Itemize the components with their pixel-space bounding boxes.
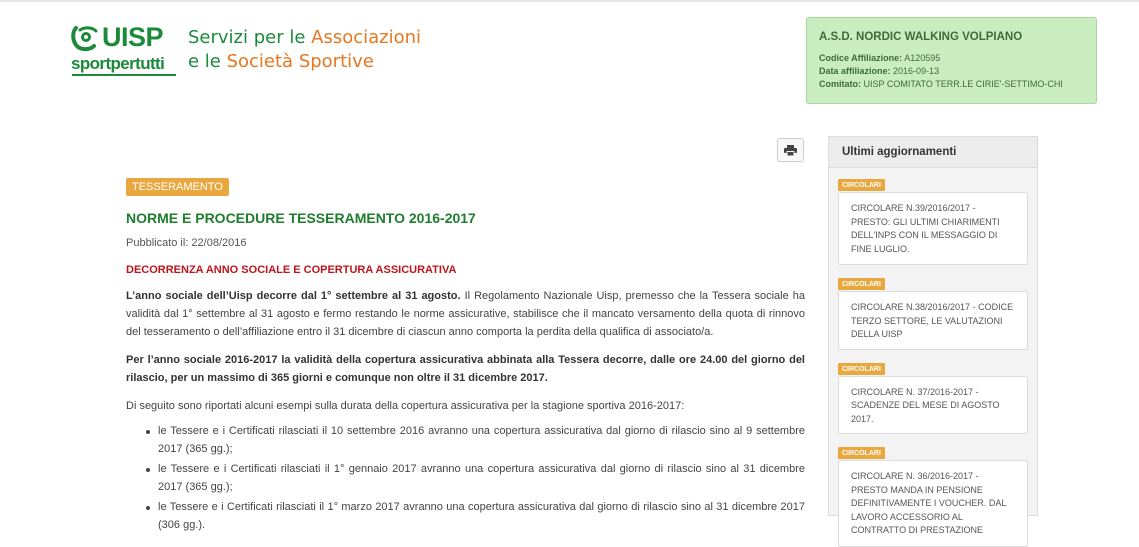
printer-icon xyxy=(784,145,797,156)
tagline-line2-highlight: Società Sportive xyxy=(226,51,374,72)
uisp-logo[interactable] xyxy=(70,22,180,78)
paragraph-1-bold: L’anno sociale dell’Uisp decorre dal 1° settembre al 31 agosto. xyxy=(126,290,461,302)
affiliation-code-value: A120595 xyxy=(904,53,941,63)
affiliation-date-label: Data affiliazione: xyxy=(819,66,891,76)
category-badge[interactable]: TESSERAMENTO xyxy=(126,178,229,196)
logo-wordmark: UISP xyxy=(102,22,164,52)
paragraph-3: Di seguito sono riportati alcuni esempi sulla durata della copertura assicurativa per la stagione sportiva 2016-2017: xyxy=(126,400,685,412)
site-tagline xyxy=(188,26,421,74)
uisp-mark-icon xyxy=(70,24,102,52)
news-link[interactable]: CIRCOLARE N. 36/2016-2017 - PRESTO MANDA IN PENSIONE DEFINITIVAMENTE I VOUCHER. DAL LAVORO ACCESSORIO AL CONTRATTO DI PRESTAZIONE xyxy=(838,460,1028,547)
latest-updates-sidebar xyxy=(828,136,1038,535)
tagline-line1-highlight: Associazioni xyxy=(311,27,422,48)
logo-underline xyxy=(72,74,176,76)
association-info-box xyxy=(806,17,1097,104)
news-item xyxy=(838,174,1028,265)
section-heading: DECORRENZA ANNO SOCIALE E COPERTURA ASSICURATIVA xyxy=(126,264,457,276)
paragraph-1-text: Il Regolamento Nazionale Uisp, premesso che la Tessera sociale ha validità dal 1° settembre al 31 agosto e fermo restando le norme assicurative, stabilisce che il mancato versamento della quota di rinnovo del tesseramento o dell’affiliazione entro il 31 dicembre di ciascun anno comporta la perdita della qualifica di associato/a. xyxy=(126,290,805,338)
committee-value: UISP COMITATO TERR.LE CIRIE'-SETTIMO-CHI xyxy=(863,79,1063,89)
tagline-line1-prefix: Servizi per le xyxy=(188,27,312,48)
list-item: le Tessere e i Certificati rilasciati il 1° marzo 2017 avranno una copertura assicurativa dal giorno di rilascio sino al 31 dicembre 2017 (306 gg.). xyxy=(146,499,805,534)
news-link[interactable]: CIRCOLARE N.38/2016/2017 - CODICE TERZO SETTORE, LE VALUTAZIONI DELLA UISP xyxy=(838,291,1028,350)
news-category-badge[interactable]: CIRCOLARI xyxy=(838,179,885,191)
examples-list xyxy=(126,423,805,534)
committee xyxy=(819,78,1084,91)
affiliation-date-value: 2016-09-13 xyxy=(893,66,940,76)
news-item xyxy=(838,273,1028,350)
paragraph-2-bold: Per l’anno sociale 2016-2017 la validità della copertura assicurativa abbinata alla Tessera decorre, dalle ore 24.00 del giorno del rilascio, per un massimo di 365 giorni e comunque non oltre il 31 dicembre 2017. xyxy=(126,354,805,384)
list-item: le Tessere e i Certificati rilasciati il 1° gennaio 2017 avranno una copertura assicurativa dal giorno di rilascio sino al 31 dicembre 2017 (365 gg.); xyxy=(146,461,805,496)
tagline-line-2 xyxy=(188,50,421,74)
news-link[interactable]: CIRCOLARE N.39/2016/2017 - PRESTO: GLI ULTIMI CHIARIMENTI DELL'INPS CON IL MESSAGGIO DI FINE LUGLIO. xyxy=(838,192,1028,265)
top-border xyxy=(0,0,1139,2)
published-date: Pubblicato il: 22/08/2016 xyxy=(126,237,247,249)
paragraph-2 xyxy=(126,351,805,387)
logo-subtext: sportpertutti xyxy=(71,54,165,73)
tagline-line2-prefix: e le xyxy=(188,51,227,72)
paragraph-1 xyxy=(126,287,805,341)
sidebar-title: Ultimi aggiornamenti xyxy=(829,137,1037,168)
committee-label: Comitato: xyxy=(819,79,861,89)
news-category-badge[interactable]: CIRCOLARI xyxy=(838,363,885,375)
affiliation-code xyxy=(819,52,1084,65)
article xyxy=(126,177,805,537)
affiliation-date xyxy=(819,65,1084,78)
affiliation-code-label: Codice Affiliazione: xyxy=(819,53,903,63)
article-title: NORME E PROCEDURE TESSERAMENTO 2016-2017 xyxy=(126,210,476,226)
news-item xyxy=(838,442,1028,547)
news-link[interactable]: CIRCOLARE N. 37/2016-2017 - SCADENZE DEL MESE DI AGOSTO 2017. xyxy=(838,376,1028,435)
news-list xyxy=(829,168,1037,547)
tagline-line-1 xyxy=(188,26,421,50)
news-item xyxy=(838,358,1028,435)
association-name: A.S.D. NORDIC WALKING VOLPIANO xyxy=(819,31,1023,43)
print-button[interactable] xyxy=(777,138,804,162)
list-item: le Tessere e i Certificati rilasciati il 10 settembre 2016 avranno una copertura assicurativa dal giorno di rilascio sino al 9 settembre 2017 (365 gg.); xyxy=(146,423,805,458)
news-category-badge[interactable]: CIRCOLARI xyxy=(838,447,885,459)
news-category-badge[interactable]: CIRCOLARI xyxy=(838,278,885,290)
